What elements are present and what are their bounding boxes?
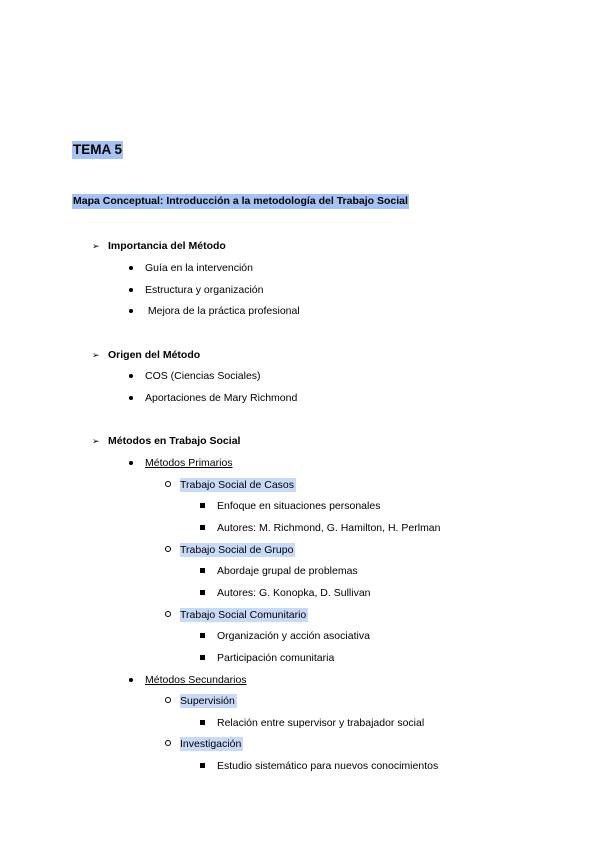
section-heading: Importancia del Método <box>108 240 226 252</box>
list-item: COS (Ciencias Sociales) <box>145 370 261 382</box>
list-item: Mejora de la práctica profesional <box>145 305 300 317</box>
square-bullet-icon <box>200 499 205 513</box>
list-item: Organización y acción asociativa <box>217 630 370 642</box>
list-item: Estructura y organización <box>145 284 264 296</box>
circle-bullet-icon <box>165 694 171 708</box>
dot-bullet-icon <box>129 456 133 470</box>
section-heading: Origen del Método <box>108 349 201 361</box>
dot-bullet-icon <box>129 283 133 297</box>
list-item: Aportaciones de Mary Richmond <box>145 392 298 404</box>
circle-bullet-icon <box>165 543 171 557</box>
list-item: Guía en la intervención <box>145 262 253 274</box>
list-item: Participación comunitaria <box>217 652 335 664</box>
section-heading: Métodos en Trabajo Social <box>108 435 241 447</box>
dot-bullet-icon <box>129 261 133 275</box>
circle-bullet-icon <box>165 478 171 492</box>
square-bullet-icon <box>200 716 205 730</box>
dot-bullet-icon <box>129 391 133 405</box>
arrow-bullet-icon: ➢ <box>92 436 100 446</box>
group-label: Métodos Primarios <box>145 457 233 469</box>
list-item: Relación entre supervisor y trabajador social <box>217 717 425 729</box>
document-subtitle: Mapa Conceptual: Introducción a la metodología del Trabajo Social <box>73 195 408 207</box>
group-label: Métodos Secundarios <box>145 674 247 686</box>
list-item: Autores: G. Konopka, D. Sullivan <box>217 587 371 599</box>
square-bullet-icon <box>200 521 205 535</box>
dot-bullet-icon <box>129 673 133 687</box>
subgroup-label: Investigación <box>180 738 242 750</box>
square-bullet-icon <box>200 586 205 600</box>
arrow-bullet-icon: ➢ <box>92 350 100 360</box>
dot-bullet-icon <box>129 369 133 383</box>
list-item: Enfoque en situaciones personales <box>217 500 381 512</box>
subgroup-label: Trabajo Social de Casos <box>180 479 295 491</box>
square-bullet-icon <box>200 759 205 773</box>
list-item: Autores: M. Richmond, G. Hamilton, H. Perlman <box>217 522 441 534</box>
circle-bullet-icon <box>165 608 171 622</box>
square-bullet-icon <box>200 651 205 665</box>
document-title: TEMA 5 <box>73 142 123 157</box>
circle-bullet-icon <box>165 737 171 751</box>
subgroup-label: Supervisión <box>180 695 235 707</box>
subgroup-label: Trabajo Social Comunitario <box>180 609 307 621</box>
square-bullet-icon <box>200 564 205 578</box>
dot-bullet-icon <box>129 304 133 318</box>
subgroup-label: Trabajo Social de Grupo <box>180 544 294 556</box>
list-item: Estudio sistemático para nuevos conocimientos <box>217 760 439 772</box>
square-bullet-icon <box>200 629 205 643</box>
list-item: Abordaje grupal de problemas <box>217 565 358 577</box>
arrow-bullet-icon: ➢ <box>92 241 100 251</box>
